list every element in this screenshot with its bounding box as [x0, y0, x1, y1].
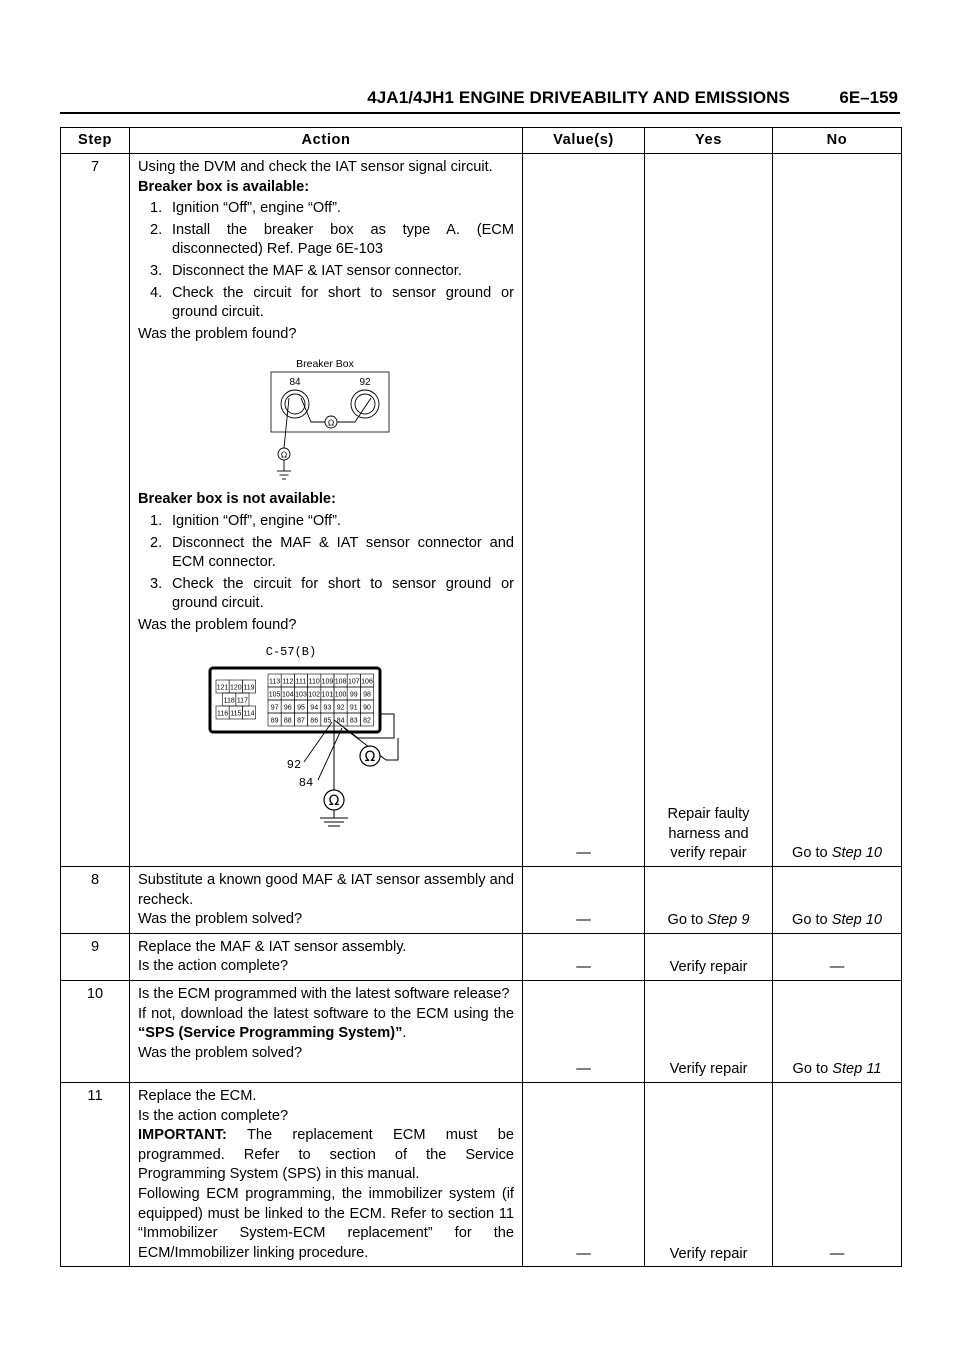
pin-grid: [216, 674, 374, 726]
important-label: IMPORTANT:: [138, 1127, 227, 1144]
callout-line-92: [304, 722, 332, 762]
list-item: 2. Install the breaker box as type A. (ECM disconnected) Ref. Page 6E-103: [150, 221, 514, 258]
pin-number: 95: [297, 703, 305, 711]
breaker-not-available-heading: Breaker box is not available:: [138, 491, 336, 508]
page-number: 6E–159: [839, 88, 898, 107]
pin-number: 92: [336, 703, 345, 711]
header-rule: [60, 112, 900, 114]
list-item: 4. Check the circuit for short to sensor ground or ground circuit.: [150, 284, 514, 321]
list-item: 2. Disconnect the MAF & IAT sensor connector and ECM connector.: [150, 534, 514, 571]
pin-number: 82: [363, 716, 371, 724]
pin-number: 107: [347, 677, 360, 685]
ohm-symbol: Ω: [280, 450, 288, 460]
pin-label-84: 84: [289, 377, 301, 389]
pin-number: 98: [363, 690, 371, 698]
ecm-connector-diagram: [206, 642, 446, 830]
pin-label-92: 92: [359, 377, 371, 389]
ohm-symbol: Ω: [364, 748, 376, 765]
step-number: 9: [61, 933, 130, 980]
list-item: 3. Check the circuit for short to sensor ground or ground circuit.: [150, 575, 514, 612]
yes-cell: Verify repair: [645, 980, 773, 1082]
no-cell: —: [773, 1082, 902, 1266]
pin-number: 85: [323, 716, 332, 724]
action-cell: Substitute a known good MAF & IAT sensor assembly and recheck. Was the problem solved?: [130, 867, 523, 934]
page-header: [60, 86, 900, 112]
table-header-row: [61, 128, 902, 154]
pin-number: 90: [363, 703, 371, 711]
values-cell: —: [523, 1082, 645, 1266]
values-cell: —: [523, 933, 645, 980]
table-row: [61, 154, 902, 867]
no-cell: Go to Step 10: [773, 867, 902, 934]
pin-number: 113: [269, 677, 281, 685]
pin-number: 104: [281, 690, 294, 698]
pin-number: 91: [349, 703, 358, 711]
breaker-available-heading: Breaker box is available:: [138, 178, 310, 195]
diagnostic-step-table: [60, 127, 902, 1267]
header-action: Action: [130, 128, 523, 154]
step-number: 11: [61, 1082, 130, 1266]
header-values: Value(s): [523, 128, 645, 154]
step-link[interactable]: Step 9: [707, 912, 750, 929]
pin-number: 111: [295, 677, 307, 685]
pin-number: 110: [308, 677, 320, 685]
pin-number: 101: [321, 690, 334, 698]
breaker-box-label: Breaker Box: [296, 358, 354, 371]
table-row: [61, 933, 902, 980]
connector-id-label: C-57(B): [265, 644, 317, 659]
table-row: [61, 867, 902, 934]
step-link[interactable]: Step 11: [832, 1061, 882, 1078]
pin-number: 120: [229, 683, 242, 691]
list-item: 1. Ignition “Off”, engine “Off”.: [150, 200, 341, 217]
pin-number: 108: [334, 677, 347, 685]
values-cell: —: [523, 867, 645, 934]
pin-number: 116: [217, 709, 229, 717]
no-cell: —: [773, 933, 902, 980]
values-cell: —: [523, 980, 645, 1082]
pin-number: 112: [282, 677, 294, 685]
header-no: No: [773, 128, 902, 154]
pin-callout-92: 92: [286, 757, 302, 772]
yes-cell: Go to Step 9: [645, 867, 773, 934]
step-number: 10: [61, 980, 130, 1082]
ohm-symbol: Ω: [327, 418, 335, 428]
pin-number: 84: [336, 716, 345, 724]
pin-number: 106: [361, 677, 373, 685]
pin-number: 93: [323, 703, 332, 711]
pin-number: 86: [310, 716, 319, 724]
step-link[interactable]: Step 10: [831, 845, 883, 862]
pin-number: 94: [310, 703, 319, 711]
pin-callout-84: 84: [298, 775, 314, 790]
question-text: Was the problem found?: [138, 616, 297, 633]
pin-number: 114: [243, 709, 255, 717]
pin-number: 118: [223, 696, 235, 704]
pin-number: 88: [283, 716, 292, 724]
ohm-symbol: Ω: [328, 792, 340, 809]
action-intro: Using the DVM and check the IAT sensor signal circuit.: [138, 159, 493, 175]
pin-number: 117: [236, 696, 248, 704]
values-cell: —: [523, 154, 645, 867]
pin-number: 109: [321, 677, 334, 685]
yes-cell: Verify repair: [645, 933, 773, 980]
pin-number: 83: [349, 716, 358, 724]
no-cell: Go to Step 10: [773, 154, 902, 867]
pin-number: 96: [283, 703, 292, 711]
ground-symbol-icon: [320, 818, 348, 826]
action-cell: Replace the ECM. Is the action complete? IMPORTANT: The replacement ECM must be programmed. Refer to section of the Service Programming System (SPS) in this manual. Following ECM programming, the immobilizer system (if equipped) must be linked to the ECM. Refer to section 11 “Immobilizer System-ECM replacement” for the ECM/Immobilizer linking procedure.: [130, 1082, 523, 1266]
pin-number: 105: [268, 690, 281, 698]
callout-line-84: [318, 728, 342, 780]
step-link[interactable]: Step 10: [831, 912, 883, 929]
pin-number: 121: [216, 683, 229, 691]
pin-number: 115: [230, 709, 242, 717]
yes-cell: Verify repair: [645, 1082, 773, 1266]
pin-number: 119: [243, 683, 255, 691]
action-cell: Is the ECM programmed with the latest software release? If not, download the latest software to the ECM using the “SPS (Service Programming System)”. Was the problem solved?: [130, 980, 523, 1082]
pin-number: 100: [334, 690, 347, 698]
table-row: [61, 980, 902, 1082]
list-item: 1. Ignition “Off”, engine “Off”.: [150, 512, 341, 529]
step-number: 8: [61, 867, 130, 934]
header-yes: Yes: [645, 128, 773, 154]
no-cell: Go to Step 11: [773, 980, 902, 1082]
pin-number: 97: [270, 703, 279, 711]
ground-symbol-icon: [277, 471, 291, 479]
pin-number: 89: [270, 716, 279, 724]
action-cell: Replace the MAF & IAT sensor assembly. Is the action complete?: [130, 933, 523, 980]
pin-number: 87: [297, 716, 305, 724]
pin-number: 102: [308, 690, 321, 698]
section-title: 4JA1/4JH1 ENGINE DRIVEABILITY AND EMISSIONS: [367, 88, 790, 107]
pin-number: 103: [295, 690, 307, 698]
action-cell: [130, 154, 523, 867]
table-row: [61, 1082, 902, 1266]
header-step: Step: [61, 128, 130, 154]
list-item: 3. Disconnect the MAF & IAT sensor connector.: [150, 262, 462, 279]
step-number: 7: [61, 154, 130, 867]
breaker-box-diagram: [251, 354, 401, 482]
question-text: Was the problem found?: [138, 325, 297, 342]
pin-number: 99: [349, 690, 358, 698]
yes-cell: Repair faulty harness and verify repair: [645, 154, 773, 867]
